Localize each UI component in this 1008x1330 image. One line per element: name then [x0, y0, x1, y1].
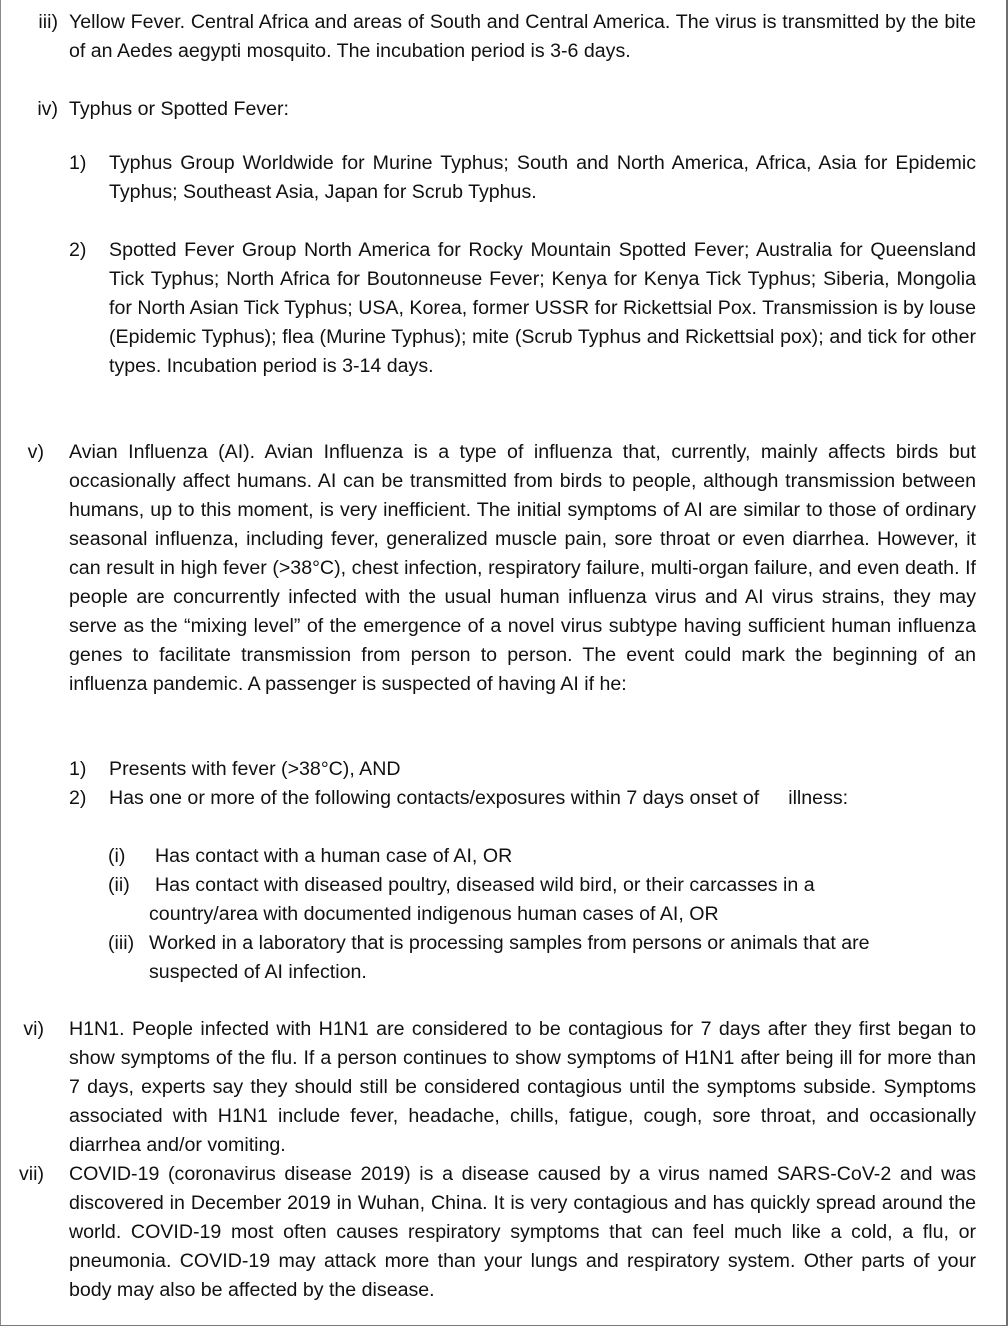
item-avian-influenza: Avian Influenza (AI). Avian Influenza is a type of influenza that, currently, mainly affects birds but occasionally affect humans. AI can be transmitted from birds to people, although transmission between humans, up to this moment, is very inefficient. The initial symptoms of AI are similar to those of ordinary seasonal influenza, including fever, generalized muscle pain, sore throat or even diarrhea. However, it can result in high fever (>38°C), chest infection, respiratory failure, multi-organ failure, and even death. If people are concurrently infected with the usual human influenza virus and AI virus strains, they may serve as the “mixing level” of the emergence of a novel virus subtype having sufficient human influenza genes to facilitate transmission from person to person. The event could mark the beginning of an influenza pandemic. A passenger is suspected of having AI if he: [69, 441, 976, 695]
subitem-spotted-fever-group: Spotted Fever Group North America for Rocky Mountain Spotted Fever; Australia for Queensland Tick Typhus; North Africa for Boutonneuse Fever; Kenya for Kenya Tick Typhus; Siberia, Mongolia for North Asian Tick Typhus; USA, Korea, former USSR for Rickettsial Pox. Transmission is by louse (Epidemic Typhus); flea (Murine Typhus); mite (Scrub Typhus and Rickettsial pox); and tick for other types. Incubation period is 3-14 days. [109, 239, 976, 377]
subsubitem-human-contact: Has contact with a human case of AI, OR [155, 845, 513, 867]
subsubitem-laboratory-line2: suspected of AI infection. [149, 961, 367, 983]
subitem-marker-iv-1: 1) [69, 152, 87, 174]
item-covid-19: COVID-19 (coronavirus disease 2019) is a disease caused by a virus named SARS-CoV-2 and was discovered in December 2019 in Wuhan, China. It is very contagious and has quickly spread around the world. COVID-19 most often causes respiratory symptoms that can feel much like a cold, a flu, or pneumonia. COVID-19 may attack more than your lungs and respiratory system. Other parts of your body may also be affected by the disease. [69, 1163, 976, 1301]
item-typhus-heading: Typhus or Spotted Fever: [69, 98, 289, 120]
subitem-marker-v-1: 1) [69, 758, 87, 780]
item-marker-vii: vii) [18, 1163, 44, 1185]
item-h1n1: H1N1. People infected with H1N1 are considered to be contagious for 7 days after they first began to show symptoms of the flu. If a person continues to show symptoms of H1N1 after being ill for more than 7 days, experts say they should still be considered contagious until the symptoms subside. Symptoms associated with H1N1 include fever, headache, chills, fatigue, cough, sore throat, and occasionally diarrhea and/or vomiting. [69, 1018, 976, 1156]
subitem-fever-criterion: Presents with fever (>38°C), AND [109, 758, 401, 780]
subitem-typhus-group: Typhus Group Worldwide for Murine Typhus; South and North America, Africa, Asia for Epidemic Typhus; Southeast Asia, Japan for Scrub Typhus. [109, 152, 976, 203]
subsubitem-laboratory-line1: Worked in a laboratory that is processing samples from persons or animals that are [149, 932, 870, 954]
subsubitem-poultry-contact-line1: Has contact with diseased poultry, diseased wild bird, or their carcasses in a [155, 874, 815, 896]
subsubitem-marker-i: (i) [108, 845, 126, 867]
subitem-exposure-text: Has one or more of the following contacts/exposures within 7 days onset of [109, 787, 760, 809]
subsubitem-poultry-contact-line2: country/area with documented indigenous human cases of AI, OR [149, 903, 719, 925]
subitem-marker-iv-2: 2) [69, 239, 87, 261]
item-marker-vi: vi) [23, 1018, 44, 1040]
subitem-exposure-tail: illness: [788, 787, 849, 809]
subitem-marker-v-2: 2) [69, 787, 87, 809]
subsubitem-marker-ii: (ii) [108, 874, 130, 896]
subsubitem-marker-iii: (iii) [108, 932, 135, 954]
page-border-bottom [0, 1325, 1008, 1326]
item-marker-iv: iv) [37, 98, 58, 120]
subitem-exposure-criterion [109, 784, 976, 813]
item-yellow-fever: Yellow Fever. Central Africa and areas of South and Central America. The virus is transmitted by the bite of an Aedes aegypti mosquito. The incubation period is 3-6 days. [69, 11, 976, 62]
item-marker-v: v) [27, 441, 44, 463]
page-border-left [0, 0, 1, 1326]
item-marker-iii: iii) [38, 11, 58, 33]
